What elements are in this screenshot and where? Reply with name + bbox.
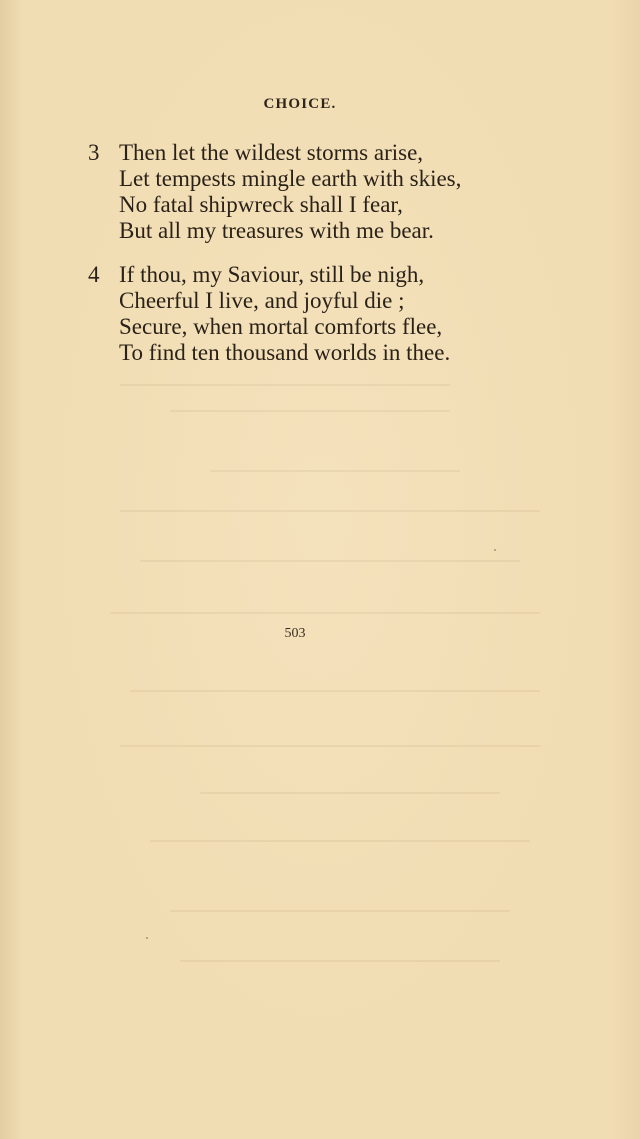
verse-line: Then let the wildest storms arise, xyxy=(119,140,424,165)
verse-line: To find ten thousand worlds in thee. xyxy=(119,340,451,365)
verse-number: 3 xyxy=(88,140,100,165)
verse-line: Cheerful I live, and joyful die ; xyxy=(119,288,405,313)
verse-number: 4 xyxy=(88,262,100,287)
stanza xyxy=(88,140,461,244)
verse-line: Let tempests mingle earth with skies, xyxy=(119,166,462,191)
verse-line: If thou, my Saviour, still be nigh, xyxy=(119,262,425,287)
page-title: CHOICE. xyxy=(263,96,337,112)
page-number: 503 xyxy=(284,626,306,641)
stanza xyxy=(88,262,450,366)
verse-line: But all my treasures with me bear. xyxy=(119,218,434,243)
verse-line: No fatal shipwreck shall I fear, xyxy=(119,192,403,217)
verse-line: Secure, when mortal comforts flee, xyxy=(119,314,443,339)
